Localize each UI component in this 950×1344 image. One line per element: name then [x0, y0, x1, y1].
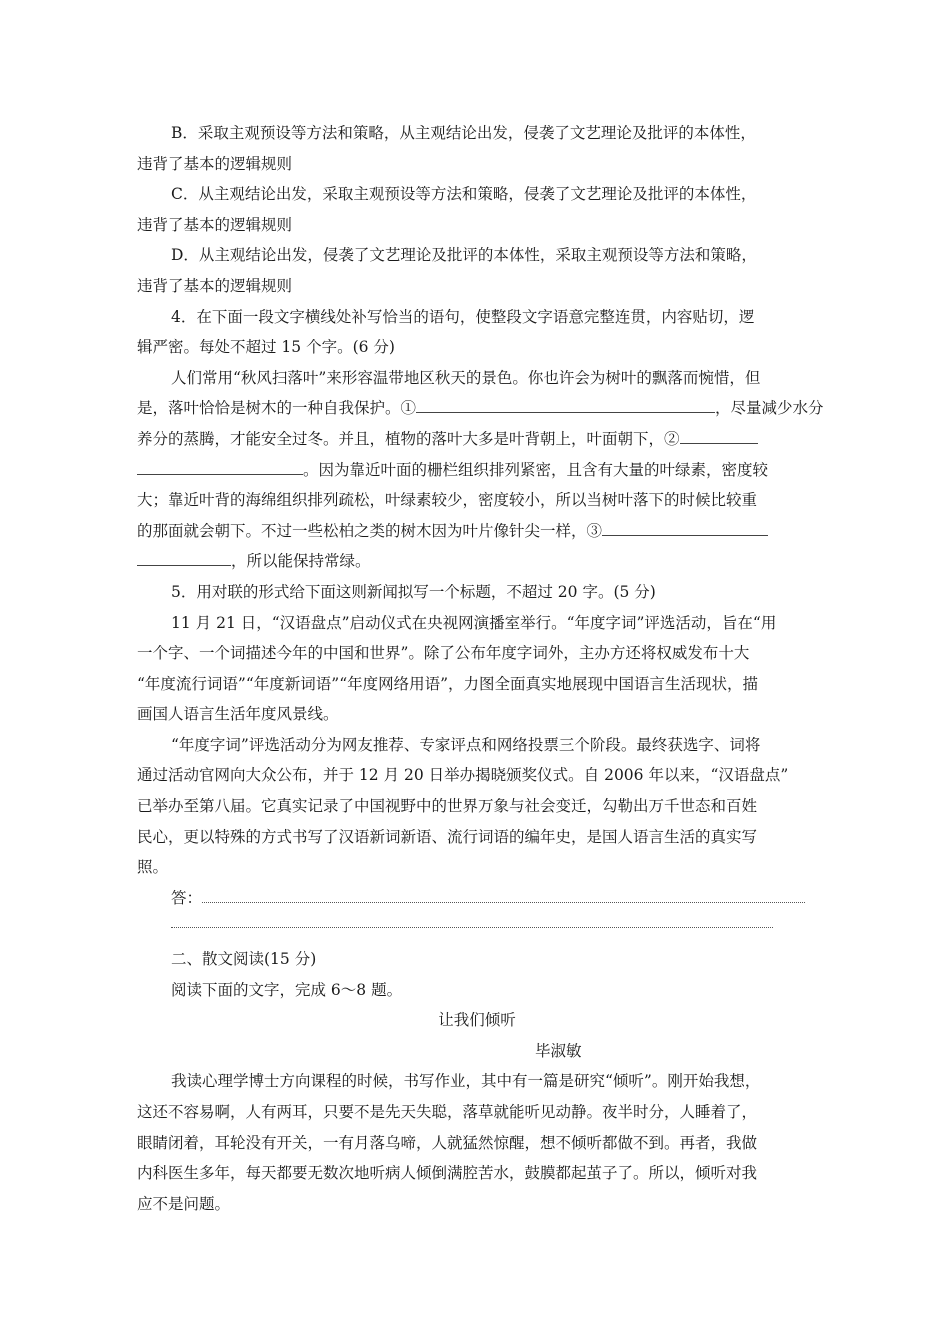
fill-blank-1[interactable]	[416, 394, 715, 413]
essay-author: 毕淑敏	[535, 1041, 582, 1060]
essay-para-1-line-2: 这还不容易啊，人有两耳，只要不是先天失聪，落草就能听见动静。夜半时分，人睡着了，	[137, 1103, 758, 1121]
fill-blank-3-end[interactable]	[137, 547, 231, 566]
news-para-1-line-3: “年度流行词语”“年度新词语”“年度网络用语”，力图全面真实地展现中国语言生活现状，描	[137, 674, 759, 693]
question-4-passage-line-5: 大；靠近叶背的海绵组织排列疏松，叶绿素较少，密度较小，所以当树叶落下的时候比较重	[137, 491, 758, 510]
question-4-passage-line-1: 人们常用“秋风扫落叶”来形容温带地区秋天的景色。你也许会为树叶的飘落而惋惜，但	[171, 368, 761, 387]
passage-text: ，尽量减少水分	[715, 399, 824, 418]
essay-para-1-line-1: 我读心理学博士方向课程的时候，书写作业，其中有一篇是研究“倾听”。刚开始我想，	[171, 1072, 761, 1091]
fill-blank-2-end[interactable]	[137, 456, 303, 475]
passage-text: 的那面就会朝下。不过一些松柏之类的树木因为叶片像针尖一样，③	[137, 521, 603, 540]
fill-blank-3-start[interactable]	[602, 517, 768, 536]
option-d-line-2: 违背了基本的逻辑规则	[137, 276, 293, 295]
question-4-stem-line-2: 辑严密。每处不超过 15 个字。(6 分)	[137, 338, 395, 357]
passage-text: 养分的蒸腾，才能安全过冬。并且，植物的落叶大多是叶背朝上，叶面朝下，②	[137, 429, 680, 448]
news-para-2-line-3: 已举办至第八届。它真实记录了中国视野中的世界万象与社会变迁，勾勒出万千世态和百姓	[137, 797, 758, 816]
news-para-1-line-4: 画国人语言生活年度风景线。	[137, 705, 339, 724]
reading-instruction: 阅读下面的文字，完成 6～8 题。	[171, 980, 403, 999]
essay-para-1-line-5: 应不是问题。	[137, 1194, 231, 1213]
passage-text: 是，落叶恰恰是树木的一种自我保护。①	[137, 399, 417, 418]
answer-line-1	[137, 883, 817, 914]
passage-text: 。因为靠近叶面的栅栏组织排列紧密，且含有大量的叶绿素，密度较	[303, 460, 769, 479]
option-d-line-1: D．从主观结论出发，侵袭了文艺理论及批评的本体性，采取主观预设等方法和策略，	[171, 246, 757, 265]
question-4-passage-line-7	[137, 546, 817, 577]
news-para-2-line-4: 民心，更以特殊的方式书写了汉语新词新语、流行词语的编年史，是国人语言生活的真实写	[137, 827, 758, 846]
section-heading: 二、散文阅读(15 分)	[171, 950, 317, 969]
question-4-passage-line-3	[137, 424, 817, 455]
option-b-line-1: B．采取主观预设等方法和策略，从主观结论出发，侵袭了文艺理论及批评的本体性，	[171, 124, 756, 142]
question-4-passage-line-4	[137, 455, 817, 486]
news-para-2-line-1: “年度字词”评选活动分为网友推荐、专家评点和网络投票三个阶段。最终获选字、词将	[171, 735, 761, 754]
essay-para-1-line-3: 眼睛闭着，耳轮没有开关，一有月落乌啼，人就猛然惊醒，想不倾听都做不到。再者，我做	[137, 1133, 758, 1152]
answer-rule-1[interactable]	[202, 884, 805, 903]
essay-para-1-line-4: 内科医生多年，每天都要无数次地听病人倾倒满腔苦水，鼓膜都起茧子了。所以，倾听对我	[137, 1164, 758, 1183]
option-c-line-2: 违背了基本的逻辑规则	[137, 215, 293, 234]
answer-label: 答：	[171, 888, 203, 907]
passage-text: ，所以能保持常绿。	[231, 552, 371, 571]
document-page	[137, 118, 824, 1219]
news-para-2-line-2: 通过活动官网向大众公布，并于 12 月 20 日举办揭晓颁奖仪式。自 2006 年以来，“汉语盘点”	[137, 766, 789, 785]
question-4-passage-line-2	[137, 393, 824, 424]
question-4-passage-line-6	[137, 516, 817, 547]
option-b-line-2: 违背了基本的逻辑规则	[137, 154, 293, 173]
question-4-stem-line-1: 4．在下面一段文字横线处补写恰当的语句，使整段文字语意完整连贯，内容贴切，逻	[171, 307, 755, 326]
fill-blank-2-start[interactable]	[680, 425, 758, 444]
news-para-2-line-5: 照。	[137, 858, 169, 877]
answer-line-2	[137, 913, 817, 944]
question-5-stem: 5．用对联的形式给下面这则新闻拟写一个标题，不超过 20 字。(5 分)	[171, 582, 656, 601]
answer-rule-2[interactable]	[171, 927, 773, 928]
essay-title: 让我们倾听	[438, 1011, 516, 1030]
option-c-line-1: C．从主观结论出发，采取主观预设等方法和策略，侵袭了文艺理论及批评的本体性，	[171, 185, 757, 204]
news-para-1-line-1: 11 月 21 日，“汉语盘点”启动仪式在央视网演播室举行。“年度字词”评选活动，旨在“用	[171, 613, 777, 632]
news-para-1-line-2: 一个字、一个词描述今年的中国和世界”。除了公布年度字词外，主办方还将权威发布十大	[137, 644, 750, 663]
